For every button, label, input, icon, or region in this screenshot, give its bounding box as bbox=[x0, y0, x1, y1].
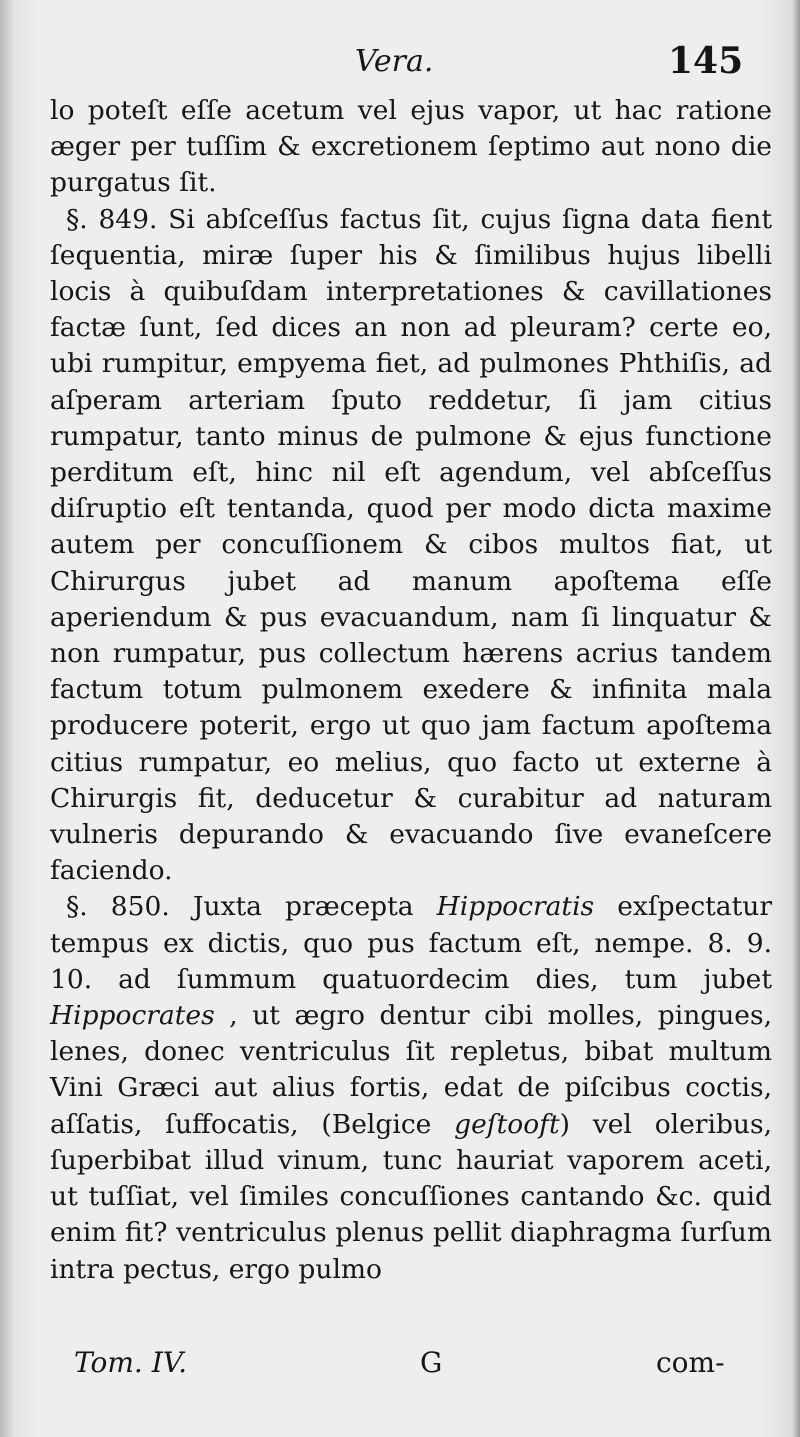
paragraph-850 bbox=[50, 889, 772, 1287]
paragraph-849 bbox=[50, 202, 772, 890]
page-number: 145 bbox=[668, 40, 744, 82]
page-header bbox=[0, 38, 800, 98]
running-head: Vera. bbox=[355, 44, 434, 79]
text-segment: §. 850. Juxta præcepta bbox=[66, 891, 437, 923]
italic-word: geſtooft bbox=[454, 1108, 560, 1140]
text-segment: exſpectatur tempus ex dictis, quo pus factum eſt, nempe. 8. 9. 10. ad ſummum quatuordecim dies, tum jubet bbox=[50, 891, 772, 995]
catchword: com- bbox=[656, 1346, 725, 1379]
signature-mark: G bbox=[420, 1346, 443, 1379]
body-text bbox=[50, 93, 772, 1288]
volume-mark: Tom. IV. bbox=[74, 1346, 187, 1379]
paragraph-continuation bbox=[50, 93, 772, 202]
text-segment: , ut ægro dentur cibi molles, pingues, lenes, donec ventriculus ſit repletus, bibat multum Vini Græci aut alius fortis, edat de piſcibus coctis, aſſatis, ſuffocatis, (Belgice bbox=[50, 1000, 772, 1140]
text-segment: §. 849. Si abſceſſus factus ſit, cujus ſigna data fient ſequentia, miræ ſuper his & ſimilibus hujus libelli locis à quibuſdam interpretationes & cavillationes factæ ſunt, ſed dices an non ad pleuram? certe eo, ubi rumpitur, empyema fiet, ad pulmones Phthiſis, ad aſperam arteriam ſputo reddetur, ſi jam citius rumpatur, tanto minus de pulmone & ejus functione perditum eſt, hinc nil eſt agendum, vel abſceſſus diſruptio eſt tentanda, quod per modo dicta maxime autem per concuſſionem & cibos multos fiat, ut Chirurgus jubet ad manum apoſtema eſſe aperiendum & pus evacuandum, nam ſi linquatur & non rumpatur, pus collectum hærens acrius tandem factum totum pulmonem exedere & infinita mala producere poterit, ergo ut quo jam factum apoſtema citius rumpatur, eo melius, quo facto ut externe à Chirurgis fit, deducetur & curabitur ad naturam vulneris depurando & evacuando ſive evaneſcere faciendo. bbox=[50, 203, 772, 887]
page-footer bbox=[0, 1346, 800, 1396]
text-segment: ) vel oleribus, ſuperbibat illud vinum, tunc hauriat vaporem aceti, ut tuſſiat, vel ſimiles concuſſiones cantando &c. quid enim fit? ventriculus plenus pellit diaphragma ſurſum intra pectus, ergo pulmo bbox=[50, 1108, 772, 1285]
italic-name: Hippocrates bbox=[50, 1000, 215, 1032]
text-segment: lo poteſt eſſe acetum vel ejus vapor, ut hac ratione æger per tuſſim & excretionem ſeptimo aut nono die purgatus ſit. bbox=[50, 95, 772, 199]
italic-name: Hippocratis bbox=[436, 891, 595, 923]
